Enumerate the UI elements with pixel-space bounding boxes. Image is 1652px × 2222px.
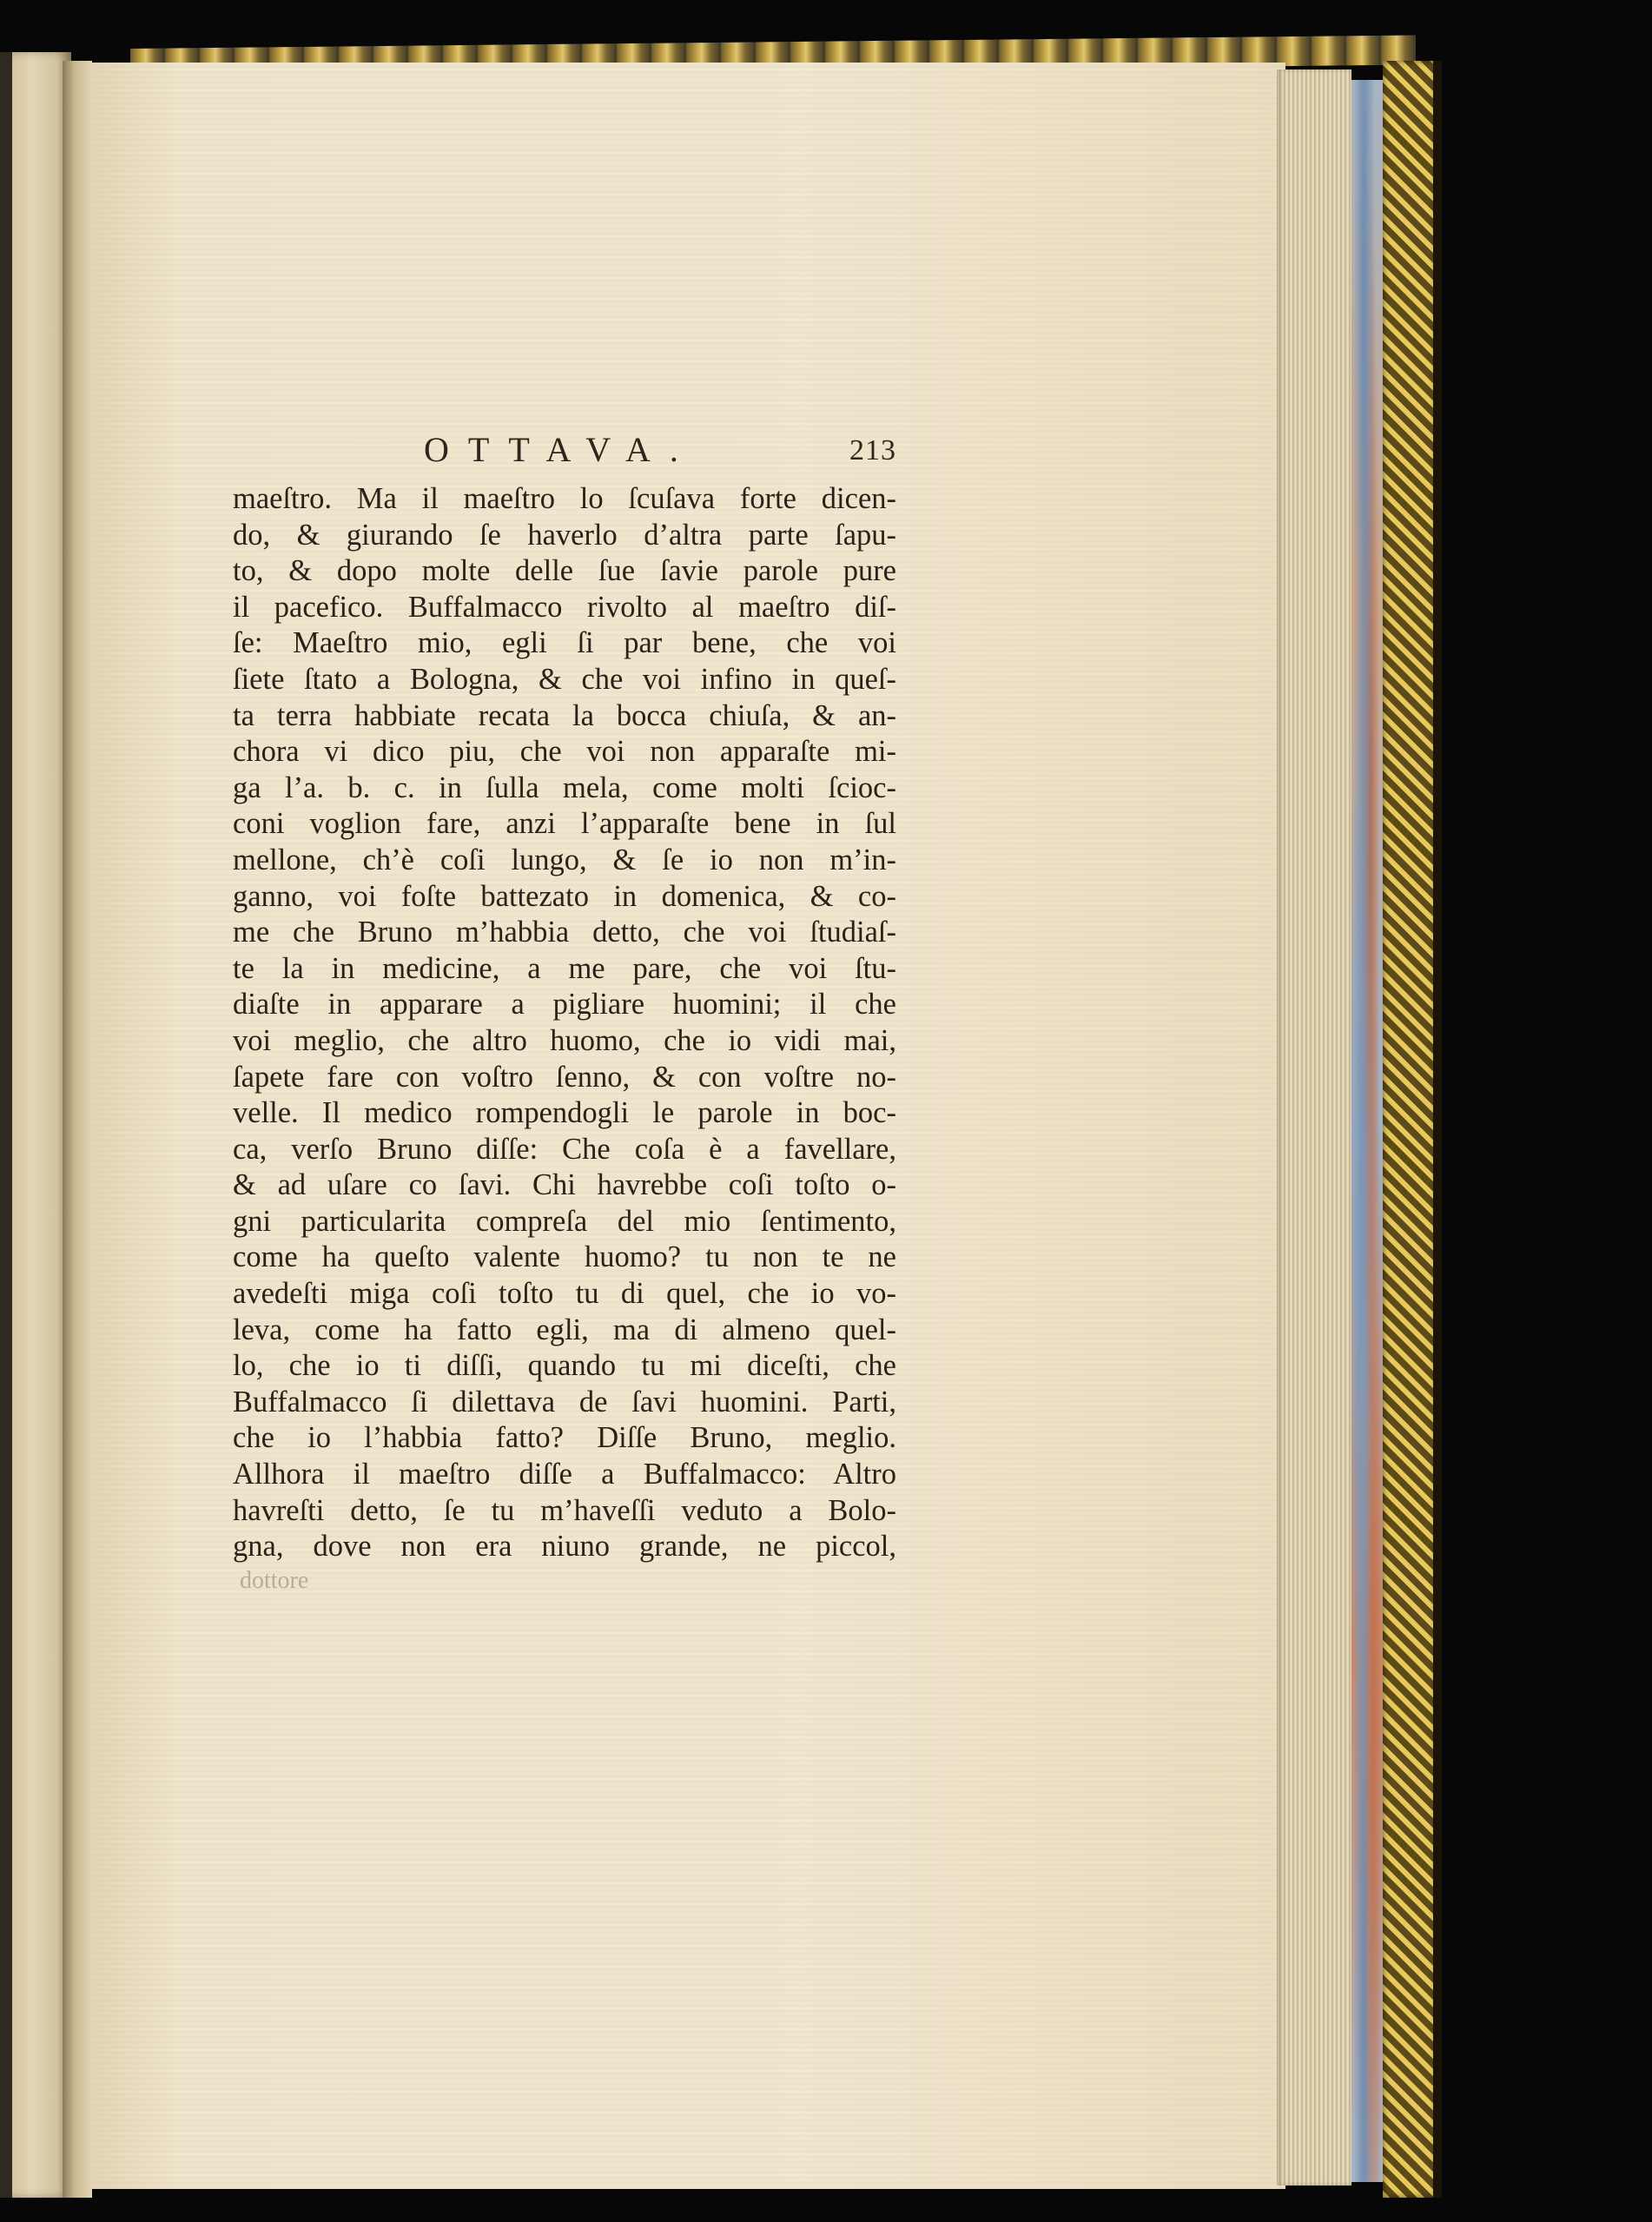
text-line: velle. Il medico rompendogli le parole in boc- [233,1096,896,1130]
page-block-edges [1277,69,1351,2186]
text-line: ca, verſo Bruno diſſe: Che coſa è a favellare, [233,1132,896,1166]
text-line: diaſte in apparare a pigliare huomini; il che [233,988,896,1022]
text-line: il pacefico. Buffalmacco rivolto al maeſtro diſ- [233,590,896,624]
catchword: dottore [240,1566,309,1594]
text-line: voi meglio, che altro huomo, che io vidi mai, [233,1023,896,1057]
text-line: mellone, ch’è coſi lungo, & ſe io non m’in- [233,843,896,876]
text-line: chora vi dico piu, che voi non apparaſte mi- [233,735,896,769]
text-line: ſapete fare con voſtro ſenno, & con voſtre no- [233,1060,896,1094]
running-title: OTTAVA. [424,430,697,469]
text-line: gna, dove non era niuno grande, ne piccol, [233,1530,896,1564]
text-line: Allhora il maeſtro diſſe a Buffalmacco: Altro [233,1458,896,1491]
text-line: leva, come ha fatto egli, ma di almeno quel- [233,1313,896,1346]
text-line: ta terra habbiate recata la bocca chiuſa, & an- [233,698,896,732]
text-line: ſe: Maeſtro mio, egli ſi par bene, che voi [233,626,896,660]
binding-shadow [1433,61,1442,2198]
body-text [233,481,896,1597]
text-line: ſiete ſtato a Bologna, & che voi infino in queſ- [233,662,896,696]
text-line: to, & dopo molte delle ſue ſavie parole pure [233,554,896,588]
text-line: gni particularita compreſa del mio ſentimento, [233,1204,896,1238]
text-line: coni voglion fare, anzi l’apparaſte bene in ſul [233,807,896,841]
text-line: havreſti detto, ſe tu m’haveſſi veduto a Bolo- [233,1493,896,1527]
text-line: maeſtro. Ma il maeſtro lo ſcuſava forte dicen- [233,482,896,515]
text-line: Buffalmacco ſi dilettava de ſavi huomini. Parti, [233,1385,896,1419]
gilt-binding-edge [1383,61,1437,2198]
text-line: ganno, voi foſte battezato in domenica, & co- [233,879,896,913]
text-line: te la in medicine, a me pare, che voi ſtu- [233,951,896,985]
text-line: do, & giurando ſe haverlo d’altra parte ſapu- [233,518,896,552]
running-head [233,429,896,474]
text-line: ga l’a. b. c. in ſulla mela, come molti ſcioc- [233,770,896,804]
page-number: 213 [849,434,896,466]
text-line: avedeſti miga coſi toſto tu di quel, che io vo- [233,1277,896,1311]
text-line: lo, che io ti diſſi, quando tu mi diceſti, che [233,1349,896,1383]
text-line: che io l’habbia fatto? Diſſe Bruno, meglio. [233,1421,896,1455]
text-line: & ad uſare co ſavi. Chi havrebbe coſi toſto o- [233,1168,896,1202]
page-gutter [63,61,92,2198]
text-block [233,429,896,1597]
facing-page-binding [0,52,12,2198]
marbled-fore-edge [1351,80,1383,2182]
text-line: come ha queſto valente huomo? tu non te ne [233,1240,896,1274]
text-line: me che Bruno m’habbia detto, che voi ſtudiaſ- [233,916,896,949]
